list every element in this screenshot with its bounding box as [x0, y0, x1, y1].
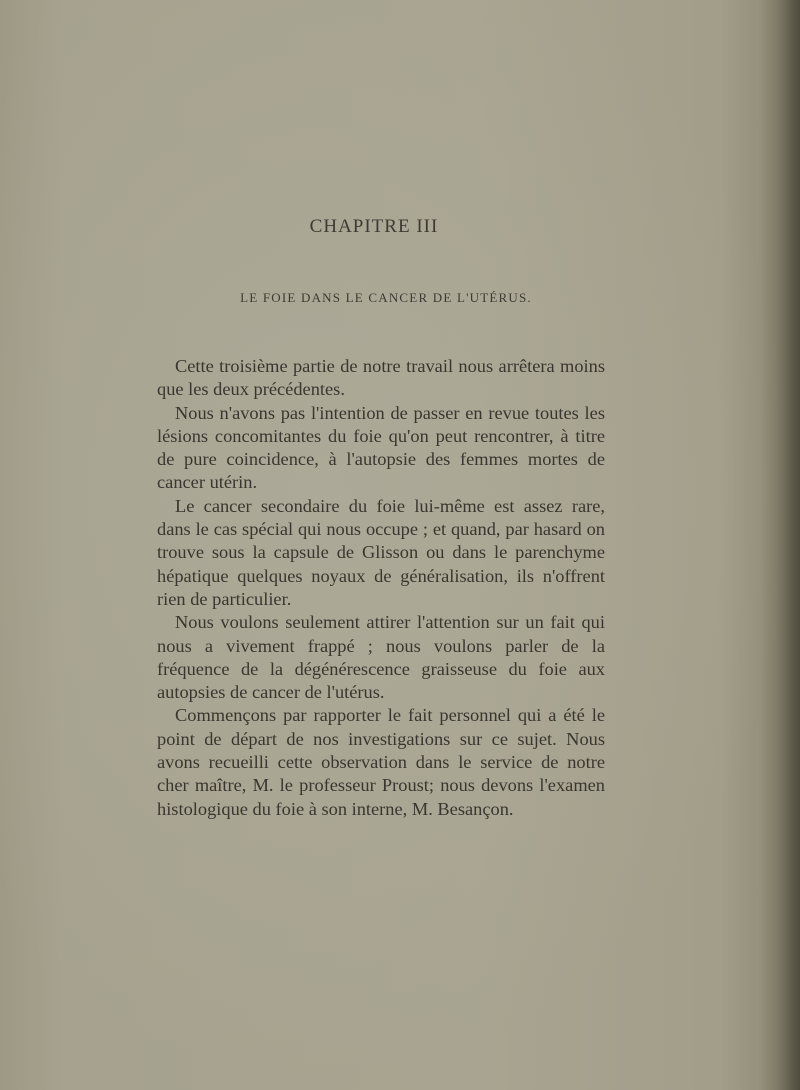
chapter-title: CHAPITRE III [309, 216, 439, 237]
paragraph: Cette troisième partie de notre travail nous arrêtera moins que les deux précédentes. [157, 356, 605, 400]
page-edge-shadow [760, 0, 800, 1090]
paragraph: Nous voulons seulement attirer l'attention sur un fait qui nous a vivement frappé ; nous voulons parler de la fréquence de la dégénérescence graisseuse du foie aux autopsies de cancer de l'utérus. [157, 612, 605, 703]
paragraph: Nous n'avons pas l'intention de passer en revue toutes les lésions concomitantes du foie qu'on peut rencontrer, à titre de pure coincidence, à l'autopsie des femmes mortes de cancer utérin. [157, 402, 605, 493]
section-title: LE FOIE DANS LE CANCER DE L'UTÉRUS. [240, 290, 532, 305]
paragraph: Le cancer secondaire du foie lui-même est assez rare, dans le cas spécial qui nous occupe ; et quand, par hasard on trouve sous la capsule de Glisson ou dans le parenchyme hépatique quelques noyaux de généralisation, ils n'offrent rien de particulier. [157, 495, 605, 609]
body-text [157, 355, 605, 821]
paragraph: Commençons par rapporter le fait personnel qui a été le point de départ de nos investigations sur ce sujet. Nous avons recueilli cette observation dans le service de notre cher maître, M. le professeur Proust; nous devons l'examen histologique du foie à son interne, M. Besançon. [157, 705, 605, 819]
